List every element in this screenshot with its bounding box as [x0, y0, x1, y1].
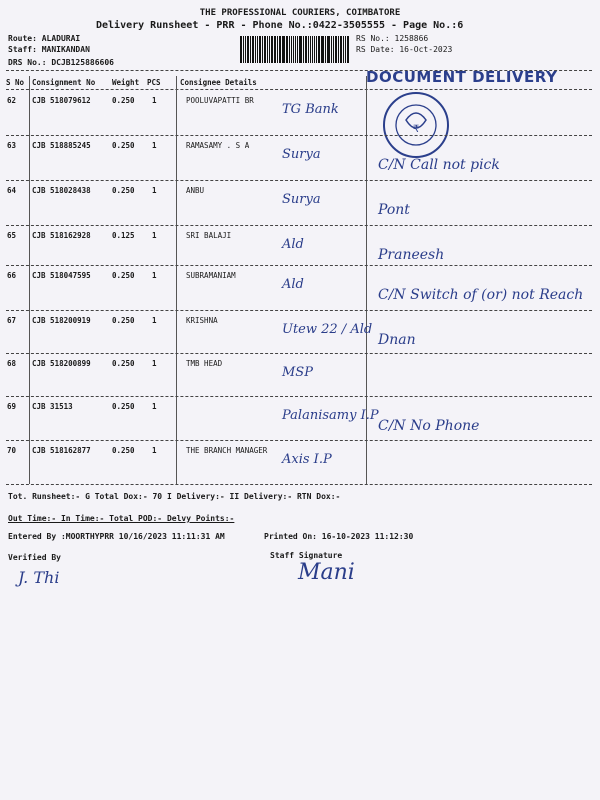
row-divider: [6, 265, 592, 266]
row-consignment-no: CJB 518885245: [32, 141, 91, 150]
row-consignee: RAMASAMY . S A: [186, 141, 250, 150]
row-consignee: SUBRAMANIAM: [186, 271, 236, 280]
col-header-pcs: PCS: [147, 78, 161, 87]
row-divider: [6, 225, 592, 226]
row-pcs: 1: [152, 96, 157, 105]
row-receiver-signature: TG Bank: [282, 102, 339, 117]
row-sno: 68: [7, 359, 17, 368]
row-consignment-no: CJB 518162877: [32, 446, 91, 455]
row-weight: 0.250: [112, 96, 135, 105]
row-weight: 0.125: [112, 231, 135, 240]
rs-date: RS Date: 16-Oct-2023: [356, 45, 453, 54]
row-consignee: POOLUVAPATTI BR: [186, 96, 254, 105]
row-consignment-no: CJB 518162928: [32, 231, 91, 240]
row-divider: [6, 310, 592, 311]
row-consignee: KRISHNA: [186, 316, 218, 325]
runsheet-title: Delivery Runsheet - PRR - Phone No.:0422-3505555 - Page No.:6: [96, 20, 464, 31]
row-pcs: 1: [152, 446, 157, 455]
row-pcs: 1: [152, 316, 157, 325]
row-pcs: 1: [152, 141, 157, 150]
row-receiver-signature: MSP: [282, 365, 313, 380]
row-receiver-signature: Ald: [282, 237, 304, 252]
row-consignee: TMB HEAD: [186, 359, 223, 368]
row-weight: 0.250: [112, 186, 135, 195]
row-divider: [6, 440, 592, 441]
row-consignee: SRI BALAJI: [186, 231, 232, 240]
row-receiver-signature: Utew 22 / Ald: [282, 322, 373, 337]
staff-signature: Mani: [298, 560, 355, 585]
company-name: THE PROFESSIONAL COURIERS, COIMBATORE: [199, 8, 401, 18]
row-pcs: 1: [152, 231, 157, 240]
row-handwritten-note: Praneesh: [378, 247, 445, 263]
svg-text:₹: ₹: [412, 124, 420, 135]
bank-seal-icon: [380, 90, 452, 160]
drs-number: DRS No.: DCJB125886606: [8, 58, 114, 67]
row-weight: 0.250: [112, 271, 135, 280]
row-receiver-signature: Surya: [282, 147, 321, 162]
row-sno: 64: [7, 186, 17, 195]
staff-label: Staff: MANIKANDAN: [8, 45, 90, 54]
row-consignment-no: CJB 518028438: [32, 186, 91, 195]
row-sno: 66: [7, 271, 17, 280]
row-consignee: ANBU: [186, 186, 205, 195]
row-weight: 0.250: [112, 359, 135, 368]
row-handwritten-note: C/N Call not pick: [378, 157, 500, 173]
row-sno: 70: [7, 446, 17, 455]
row-weight: 0.250: [112, 446, 135, 455]
row-sno: 65: [7, 231, 17, 240]
row-weight: 0.250: [112, 316, 135, 325]
row-sno: 69: [7, 402, 17, 411]
row-receiver-signature: Axis I.P: [282, 452, 332, 467]
row-consignment-no: CJB 518079612: [32, 96, 91, 105]
row-pcs: 1: [152, 271, 157, 280]
col-header-weight: Weight: [112, 78, 140, 87]
row-handwritten-note: Pont: [378, 202, 410, 218]
row-handwritten-note: C/N No Phone: [378, 418, 480, 434]
verified-signature: J. Thi: [18, 568, 60, 587]
row-pcs: 1: [152, 186, 157, 195]
col-header-consignee: Consignee Details: [180, 78, 257, 87]
times-line: Out Time:- In Time:- Total POD:- Delvy Points:-: [8, 514, 235, 523]
col-header-sno: S No: [6, 78, 25, 87]
totals-line: Tot. Runsheet:- G Total Dox:- 70 I Delivery:- II Delivery:- RTN Dox:-: [8, 492, 341, 501]
col-header-consignment: Consignment No: [32, 78, 96, 87]
row-handwritten-note: Dnan: [378, 332, 416, 348]
row-consignment-no: CJB 518200919: [32, 316, 91, 325]
row-handwritten-note: C/N Switch of (or) not Reach: [378, 287, 584, 303]
row-weight: 0.250: [112, 402, 135, 411]
staff-signature-label: Staff Signature: [270, 551, 343, 560]
barcode-image: [240, 36, 350, 63]
row-receiver-signature: Surya: [282, 192, 321, 207]
route-label: Route: ALADURAI: [8, 34, 81, 43]
row-pcs: 1: [152, 402, 157, 411]
printed-on: Printed On: 16-10-2023 11:12:30: [264, 532, 414, 541]
row-weight: 0.250: [112, 141, 135, 150]
row-divider: [6, 135, 592, 136]
row-divider: [6, 353, 592, 354]
row-consignment-no: CJB 518047595: [32, 271, 91, 280]
row-pcs: 1: [152, 359, 157, 368]
row-consignee: THE BRANCH MANAGER: [186, 446, 268, 455]
row-sno: 67: [7, 316, 17, 325]
document-delivery-stamp: DOCUMENT DELIVERY: [366, 68, 558, 86]
row-sno: 62: [7, 96, 17, 105]
entered-by: Entered By :MOORTHYPRR 10/16/2023 11:11:31 AM: [8, 532, 225, 541]
row-divider: [6, 180, 592, 181]
row-sno: 63: [7, 141, 17, 150]
row-consignment-no: CJB 518200899: [32, 359, 91, 368]
row-consignment-no: CJB 31513: [32, 402, 73, 411]
row-receiver-signature: Palanisamy I.P: [282, 408, 379, 423]
row-divider: [6, 396, 592, 397]
verified-by-label: Verified By: [8, 553, 61, 562]
row-receiver-signature: Ald: [282, 277, 304, 292]
rs-number: RS No.: 1258866: [356, 34, 429, 43]
